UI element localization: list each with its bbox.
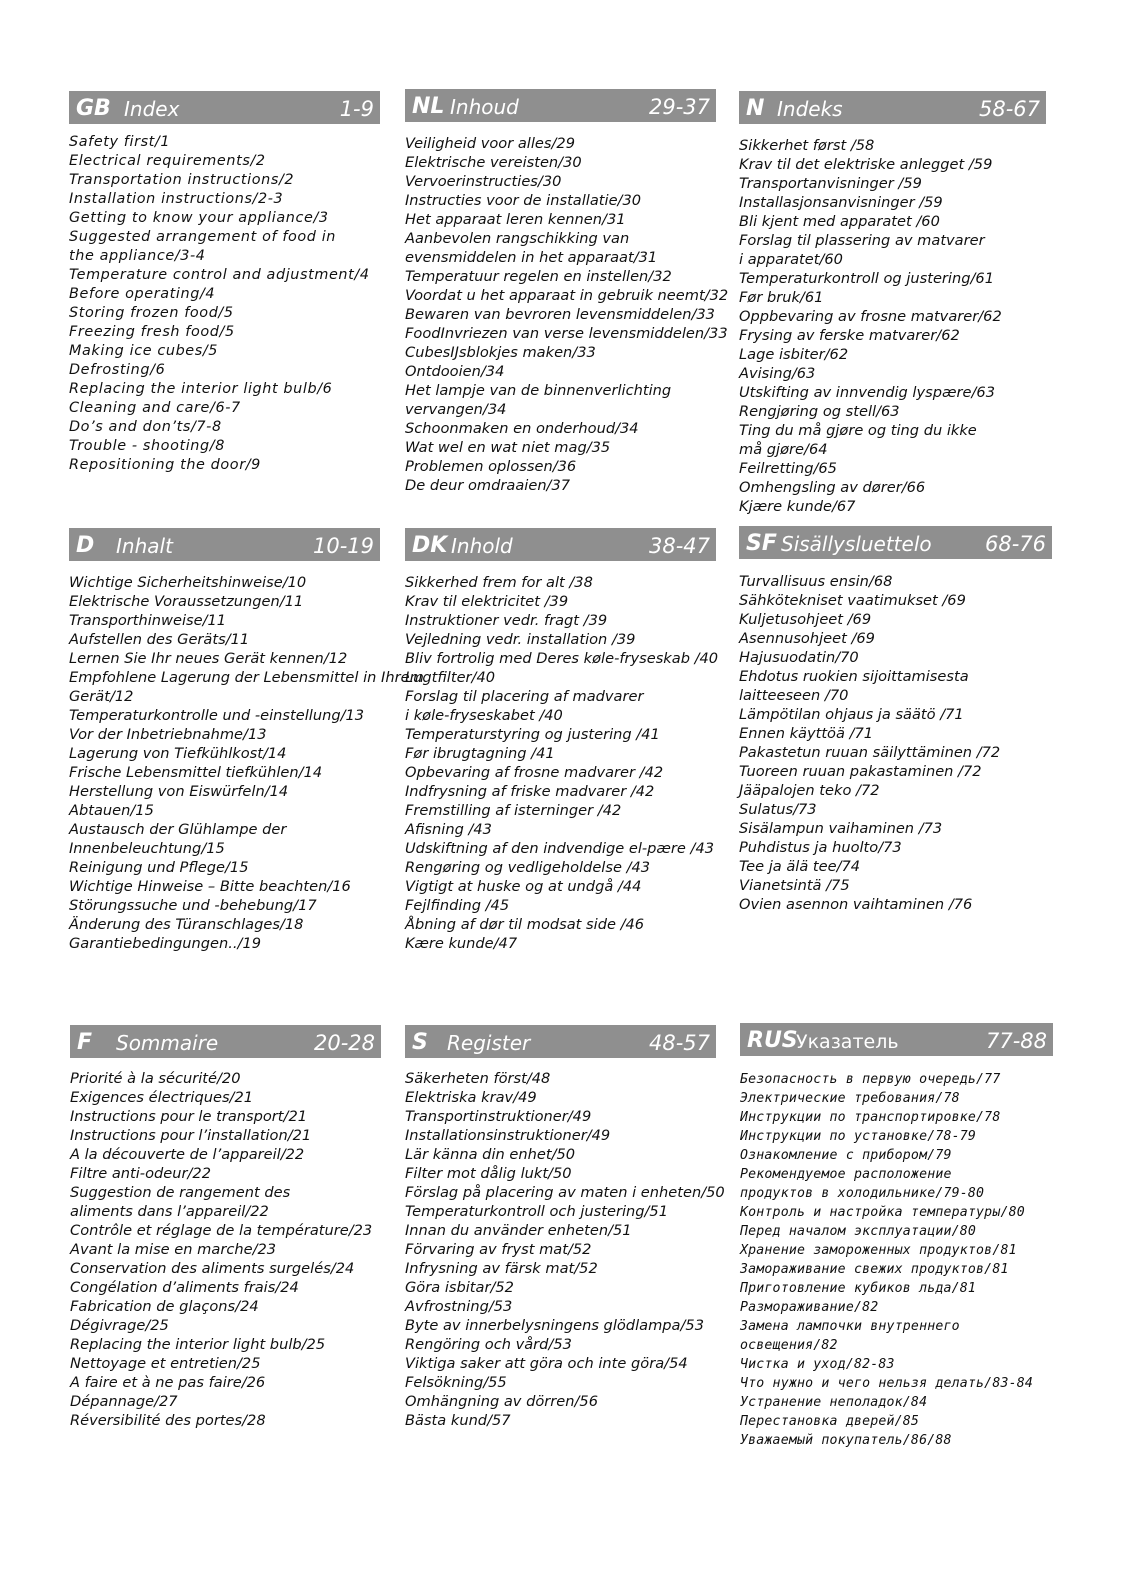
toc-list bbox=[740, 1070, 1033, 1450]
toc-entry: Omhengsling av dører/66 bbox=[739, 479, 926, 496]
toc-entry: Ознакомление с прибором/79 bbox=[740, 1148, 952, 1163]
toc-entry: Bewaren van bevroren levensmiddelen/33 bbox=[405, 306, 715, 323]
toc-entry: Congélation d’aliments frais/24 bbox=[70, 1279, 299, 1296]
toc-entry: Ovien asennon vaihtaminen /76 bbox=[739, 896, 973, 913]
toc-entry: Filtre anti-odeur/22 bbox=[70, 1165, 211, 1182]
toc-entry: Før ibrugtagning /41 bbox=[405, 745, 555, 762]
toc-list bbox=[405, 1069, 725, 1430]
page-range: 29-37 bbox=[648, 95, 710, 119]
toc-list bbox=[70, 1069, 372, 1430]
toc-list bbox=[405, 134, 728, 495]
toc-entry: Säkerheten först/48 bbox=[405, 1070, 551, 1087]
toc-entry: vervangen/34 bbox=[405, 401, 507, 418]
toc-entry: Contrôle et réglage de la température/23 bbox=[70, 1222, 373, 1239]
toc-list bbox=[739, 136, 1002, 516]
toc-entry: Instructions pour l’installation/21 bbox=[70, 1127, 312, 1144]
toc-entry: De deur omdraaien/37 bbox=[405, 477, 571, 494]
toc-entry: Vor der Inbetriebnahme/13 bbox=[69, 726, 267, 743]
page-range: 77-88 bbox=[985, 1029, 1047, 1053]
toc-entry: Turvallisuus ensin/68 bbox=[739, 573, 893, 590]
toc-entry: Ting du må gjøre og ting du ikke bbox=[739, 422, 977, 439]
section-header bbox=[740, 1023, 1053, 1056]
toc-entry: Rengøring og vedligeholdelse /43 bbox=[405, 859, 651, 876]
toc-entry: evensmiddelen in het apparaat/31 bbox=[405, 249, 658, 266]
toc-entry: Sikkerhed frem for alt /38 bbox=[405, 574, 593, 591]
toc-entry: Уважаемый покупатель/86/88 bbox=[740, 1433, 952, 1448]
toc-entry: Замораживание свежих продуктов/81 bbox=[740, 1262, 1009, 1277]
section-header bbox=[405, 89, 716, 122]
toc-entry: Avfrostning/53 bbox=[405, 1298, 513, 1315]
section-title: Inhold bbox=[451, 534, 513, 558]
language-code: NL bbox=[412, 94, 445, 119]
toc-entry: Устранение неполадок/84 bbox=[740, 1395, 928, 1410]
toc-entry: Bliv fortrolig med Deres køle-fryseskab /40 bbox=[405, 650, 719, 667]
language-code: RUS bbox=[747, 1028, 798, 1053]
toc-entry: Cleaning and care/6-7 bbox=[69, 400, 241, 416]
toc-entry: Lagerung von Tiefkühlkost/14 bbox=[69, 745, 287, 762]
toc-entry: Fremstilling af isterninger /42 bbox=[405, 802, 622, 819]
toc-entry: Kære kunde/47 bbox=[405, 935, 518, 952]
section-header bbox=[739, 91, 1046, 124]
toc-entry: Udskiftning af den indvendige el-pære /43 bbox=[405, 840, 715, 857]
toc-entry: Opbevaring af frosne madvarer /42 bbox=[405, 764, 664, 781]
toc-entry: Before operating/4 bbox=[69, 286, 216, 302]
language-code: D bbox=[76, 533, 95, 558]
toc-entry: Vigtigt at huske og at undgå /44 bbox=[405, 878, 642, 895]
toc-entry: CubesIJsblokjes maken/33 bbox=[405, 344, 596, 361]
toc-entry: Instructies voor de installatie/30 bbox=[405, 192, 642, 209]
toc-entry: Что нужно и чего нельзя делать/83-84 bbox=[740, 1376, 1034, 1391]
toc-entry: Rengjøring og stell/63 bbox=[739, 403, 900, 420]
toc-entry: Kuljetusohjeet /69 bbox=[739, 611, 872, 628]
toc-entry: Do’s and don’ts/7-8 bbox=[69, 419, 222, 435]
toc-entry: Problemen oplossen/36 bbox=[405, 458, 577, 475]
toc-entry: Fabrication de glaçons/24 bbox=[70, 1298, 259, 1315]
toc-entry: Lernen Sie Ihr neues Gerät kennen/12 bbox=[69, 650, 348, 667]
toc-entry: Getting to know your appliance/3 bbox=[69, 210, 329, 226]
toc-entry: Frische Lebensmittel tiefkühlen/14 bbox=[69, 764, 323, 781]
toc-entry: FoodInvriezen van verse levensmiddelen/33 bbox=[405, 325, 728, 342]
section-title: Sommaire bbox=[116, 1031, 219, 1055]
section-title: Inhalt bbox=[116, 534, 173, 558]
toc-entry: Tee ja älä tee/74 bbox=[739, 858, 861, 875]
toc-entry: Utskifting av innvendig lyspære/63 bbox=[739, 384, 995, 401]
toc-entry: Transportation instructions/2 bbox=[69, 172, 295, 188]
toc-entry: Электрические требования/78 bbox=[740, 1091, 960, 1106]
page-range: 68-76 bbox=[984, 532, 1046, 556]
toc-entry: Replacing the interior light bulb/25 bbox=[70, 1336, 326, 1353]
language-code: GB bbox=[76, 96, 111, 121]
toc-entry: Förvaring av fryst mat/52 bbox=[405, 1241, 592, 1258]
toc-entry: Приготовление кубиков льда/81 bbox=[740, 1281, 977, 1296]
toc-entry: Austausch der Glühlampe der bbox=[69, 821, 287, 838]
toc-entry: Frysing av ferske matvarer/62 bbox=[739, 327, 960, 344]
toc-entry: Avising/63 bbox=[739, 365, 816, 382]
language-code: F bbox=[77, 1030, 93, 1055]
section-header bbox=[70, 1025, 381, 1058]
toc-entry: laitteeseen /70 bbox=[739, 687, 849, 704]
toc-entry: Trouble - shooting/8 bbox=[69, 438, 225, 454]
section-header bbox=[69, 528, 380, 561]
toc-entry: Temperaturkontroll och justering/51 bbox=[405, 1203, 668, 1220]
toc-entry: Перестановка дверей/85 bbox=[740, 1414, 920, 1429]
toc-entry: Installation instructions/2-3 bbox=[69, 191, 284, 207]
toc-entry: Indfrysning af friske madvarer /42 bbox=[405, 783, 655, 800]
toc-entry: Замена лампочки внутреннего bbox=[740, 1319, 960, 1334]
toc-entry: Чистка и уход/82-83 bbox=[740, 1357, 895, 1372]
toc-entry: Рекомендуемое расположение bbox=[740, 1167, 952, 1182]
toc-entry: Контроль и настройка температуры/80 bbox=[740, 1205, 1025, 1220]
section-header bbox=[739, 526, 1052, 559]
toc-entry: Förslag på placering av maten i enheten/50 bbox=[405, 1184, 725, 1201]
toc-entry: Het lampje van de binnenverlichting bbox=[405, 382, 672, 399]
section-header bbox=[405, 1025, 716, 1058]
toc-entry: Empfohlene Lagerung der Lebensmittel in Ihrem bbox=[69, 669, 424, 686]
toc-entry: Temperature control and adjustment/4 bbox=[69, 267, 370, 283]
toc-entry: Wichtige Hinweise – Bitte beachten/16 bbox=[69, 878, 351, 895]
toc-entry: Schoonmaken en onderhoud/34 bbox=[405, 420, 639, 437]
toc-entry: Vervoerinstructies/30 bbox=[405, 173, 562, 190]
toc-entry: Fejlfinding /45 bbox=[405, 897, 510, 914]
toc-entry: Aanbevolen rangschikking van bbox=[405, 230, 630, 247]
toc-entry: i apparatet/60 bbox=[739, 251, 843, 268]
toc-entry: Rengöring och vård/53 bbox=[405, 1336, 572, 1353]
toc-entry: Veiligheid voor alles/29 bbox=[405, 135, 575, 152]
language-code: N bbox=[746, 96, 765, 121]
toc-entry: Хранение замороженных продуктов/81 bbox=[740, 1243, 1017, 1258]
section-title: Register bbox=[447, 1031, 531, 1055]
page-range: 20-28 bbox=[313, 1031, 375, 1055]
toc-entry: Sisälampun vaihaminen /73 bbox=[739, 820, 943, 837]
toc-entry: Sikkerhet først /58 bbox=[739, 137, 875, 154]
toc-entry: Инструкции по транспортировке/78 bbox=[740, 1110, 1001, 1125]
toc-entry: Wat wel en wat niet mag/35 bbox=[405, 439, 611, 456]
toc-entry: Bästa kund/57 bbox=[405, 1412, 511, 1429]
toc-entry: Priorité à la sécurité/20 bbox=[70, 1070, 241, 1087]
toc-entry: Elektrische vereisten/30 bbox=[405, 154, 582, 171]
page-range: 38-47 bbox=[648, 534, 710, 558]
toc-entry: Krav til det elektriske anlegget /59 bbox=[739, 156, 993, 173]
toc-entry: Suggested arrangement of food in bbox=[69, 229, 337, 245]
page-range: 48-57 bbox=[648, 1031, 710, 1055]
page-range: 58-67 bbox=[978, 97, 1040, 121]
toc-entry: Abtauen/15 bbox=[69, 802, 154, 819]
toc-entry: Puhdistus ja huolto/73 bbox=[739, 839, 902, 856]
toc-entry: Размораживание/82 bbox=[740, 1300, 879, 1315]
toc-entry: Herstellung von Eiswürfeln/14 bbox=[69, 783, 289, 800]
toc-entry: Conservation des aliments surgelés/24 bbox=[70, 1260, 355, 1277]
toc-entry: Bli kjent med apparatet /60 bbox=[739, 213, 940, 230]
section-title: Inhoud bbox=[450, 95, 519, 119]
toc-entry: Wichtige Sicherheitshinweise/10 bbox=[69, 574, 307, 591]
toc-entry: Repositioning the door/9 bbox=[69, 457, 261, 473]
toc-entry: Jääpalojen teko /72 bbox=[739, 782, 880, 799]
toc-entry: Vianetsintä /75 bbox=[739, 877, 850, 894]
section-title: Index bbox=[124, 97, 180, 121]
toc-entry: Gerät/12 bbox=[69, 688, 134, 705]
toc-entry: Forslag til plassering av matvarer bbox=[739, 232, 985, 249]
toc-entry: Temperaturkontrolle und -einstellung/13 bbox=[69, 707, 365, 724]
toc-entry: Hajusuodatin/70 bbox=[739, 649, 859, 666]
toc-entry: Byte av innerbelysningens glödlampa/53 bbox=[405, 1317, 704, 1334]
section-header bbox=[405, 528, 716, 561]
language-code: SF bbox=[746, 531, 777, 556]
section-title: Indeks bbox=[777, 97, 843, 121]
toc-entry: Tuoreen ruuan pakastaminen /72 bbox=[739, 763, 982, 780]
toc-entry: Åbning af dør til modsat side /46 bbox=[405, 916, 645, 933]
toc-entry: Ennen käyttöä /71 bbox=[739, 725, 874, 742]
toc-entry: Elektrische Voraussetzungen/11 bbox=[69, 593, 304, 610]
language-code: S bbox=[412, 1030, 428, 1055]
toc-entry: Innenbeleuchtung/15 bbox=[69, 840, 225, 857]
toc-entry: i køle-fryseskabet /40 bbox=[405, 707, 563, 724]
toc-entry: A faire et à ne pas faire/26 bbox=[70, 1374, 266, 1391]
toc-entry: Инструкции по установке/78-79 bbox=[740, 1129, 977, 1144]
toc-entry: Oppbevaring av frosne matvarer/62 bbox=[739, 308, 1002, 325]
toc-entry: Nettoyage et entretien/25 bbox=[70, 1355, 261, 1372]
toc-entry: Making ice cubes/5 bbox=[69, 343, 219, 359]
toc-entry: Lugtfilter/40 bbox=[405, 669, 496, 686]
toc-entry: Het apparaat leren kennen/31 bbox=[405, 211, 626, 228]
toc-entry: Vejledning vedr. installation /39 bbox=[405, 631, 636, 648]
toc-entry: Безопасность в первую очередь/77 bbox=[740, 1072, 1001, 1087]
toc-entry: Sulatus/73 bbox=[739, 801, 817, 818]
toc-entry: Viktiga saker att göra och inte göra/54 bbox=[405, 1355, 688, 1372]
toc-entry: Aufstellen des Geräts/11 bbox=[69, 631, 250, 648]
toc-entry: Voordat u het apparaat in gebruik neemt/32 bbox=[405, 287, 729, 304]
toc-entry: Lär känna din enhet/50 bbox=[405, 1146, 576, 1163]
toc-entry: Filter mot dålig lukt/50 bbox=[405, 1165, 572, 1182]
toc-entry: Lage isbiter/62 bbox=[739, 346, 849, 363]
language-code: DK bbox=[412, 533, 448, 558]
toc-entry: Ontdooien/34 bbox=[405, 363, 505, 380]
toc-entry: Infrysning av färsk mat/52 bbox=[405, 1260, 598, 1277]
toc-entry: Freezing fresh food/5 bbox=[69, 324, 235, 340]
toc-entry: Suggestion de rangement des bbox=[70, 1184, 291, 1201]
section-header bbox=[69, 91, 380, 124]
toc-entry: Temperatuur regelen en instellen/32 bbox=[405, 268, 672, 285]
toc-entry: Göra isbitar/52 bbox=[405, 1279, 514, 1296]
section-title: Указатель bbox=[796, 1031, 899, 1053]
toc-list bbox=[405, 573, 718, 953]
toc-entry: Forslag til placering af madvarer bbox=[405, 688, 644, 705]
toc-entry: Pakastetun ruuan säilyttäminen /72 bbox=[739, 744, 1001, 761]
toc-list bbox=[69, 133, 370, 475]
toc-entry: Electrical requirements/2 bbox=[69, 153, 266, 169]
toc-entry: Installasjonsanvisninger /59 bbox=[739, 194, 943, 211]
toc-entry: Elektriska krav/49 bbox=[405, 1089, 537, 1106]
toc-entry: продуктов в холодильнике/79-80 bbox=[740, 1186, 985, 1201]
toc-entry: Replacing the interior light bulb/6 bbox=[69, 381, 333, 397]
toc-entry: Reinigung und Pflege/15 bbox=[69, 859, 249, 876]
toc-entry: Dépannage/27 bbox=[70, 1393, 178, 1410]
toc-entry: Felsökning/55 bbox=[405, 1374, 507, 1391]
toc-entry: Krav til elektricitet /39 bbox=[405, 593, 569, 610]
toc-entry: Asennusohjeet /69 bbox=[739, 630, 875, 647]
toc-list bbox=[69, 573, 424, 953]
toc-entry: Feilretting/65 bbox=[739, 460, 837, 477]
toc-entry: Afisning /43 bbox=[405, 821, 492, 838]
page-range: 1-9 bbox=[339, 97, 374, 121]
toc-entry: Transportanvisninger /59 bbox=[739, 175, 922, 192]
toc-entry: Transportinstruktioner/49 bbox=[405, 1108, 592, 1125]
toc-entry: Safety first/1 bbox=[69, 134, 171, 150]
toc-entry: aliments dans l’appareil/22 bbox=[70, 1203, 269, 1220]
toc-entry: Defrosting/6 bbox=[69, 362, 166, 378]
page-range: 10-19 bbox=[312, 534, 374, 558]
toc-entry: Installationsinstruktioner/49 bbox=[405, 1127, 611, 1144]
toc-entry: Réversibilité des portes/28 bbox=[70, 1412, 266, 1429]
toc-entry: må gjøre/64 bbox=[739, 441, 828, 458]
toc-entry: A la découverte de l’appareil/22 bbox=[70, 1146, 305, 1163]
toc-entry: Innan du använder enheten/51 bbox=[405, 1222, 632, 1239]
toc-entry: Instruktioner vedr. fragt /39 bbox=[405, 612, 608, 629]
toc-entry: Temperaturkontroll og justering/61 bbox=[739, 270, 994, 287]
toc-entry: освещения/82 bbox=[740, 1338, 838, 1353]
toc-entry: Störungssuche und -behebung/17 bbox=[69, 897, 317, 914]
toc-entry: Sähkötekniset vaatimukset /69 bbox=[739, 592, 966, 609]
toc-entry: Transporthinweise/11 bbox=[69, 612, 227, 629]
toc-entry: Garantiebedingungen../19 bbox=[69, 935, 262, 952]
toc-entry: Перед началом эксплуатации/80 bbox=[740, 1224, 977, 1239]
toc-entry: Storing frozen food/5 bbox=[69, 305, 234, 321]
toc-entry: Temperaturstyring og justering /41 bbox=[405, 726, 660, 743]
toc-entry: Ehdotus ruokien sijoittamisesta bbox=[739, 668, 969, 685]
toc-entry: Før bruk/61 bbox=[739, 289, 824, 306]
toc-entry: Änderung des Türanschlages/18 bbox=[69, 916, 304, 933]
toc-list bbox=[739, 572, 1000, 914]
toc-entry: Kjære kunde/67 bbox=[739, 498, 856, 515]
toc-entry: Exigences électriques/21 bbox=[70, 1089, 254, 1106]
toc-entry: Instructions pour le transport/21 bbox=[70, 1108, 308, 1125]
toc-entry: Omhängning av dörren/56 bbox=[405, 1393, 598, 1410]
toc-entry: Avant la mise en marche/23 bbox=[70, 1241, 277, 1258]
toc-entry: Lämpötilan ohjaus ja säätö /71 bbox=[739, 706, 964, 723]
section-title: Sisällysluettelo bbox=[781, 532, 932, 556]
toc-entry: Dégivrage/25 bbox=[70, 1317, 169, 1334]
toc-entry: the appliance/3-4 bbox=[69, 248, 206, 264]
